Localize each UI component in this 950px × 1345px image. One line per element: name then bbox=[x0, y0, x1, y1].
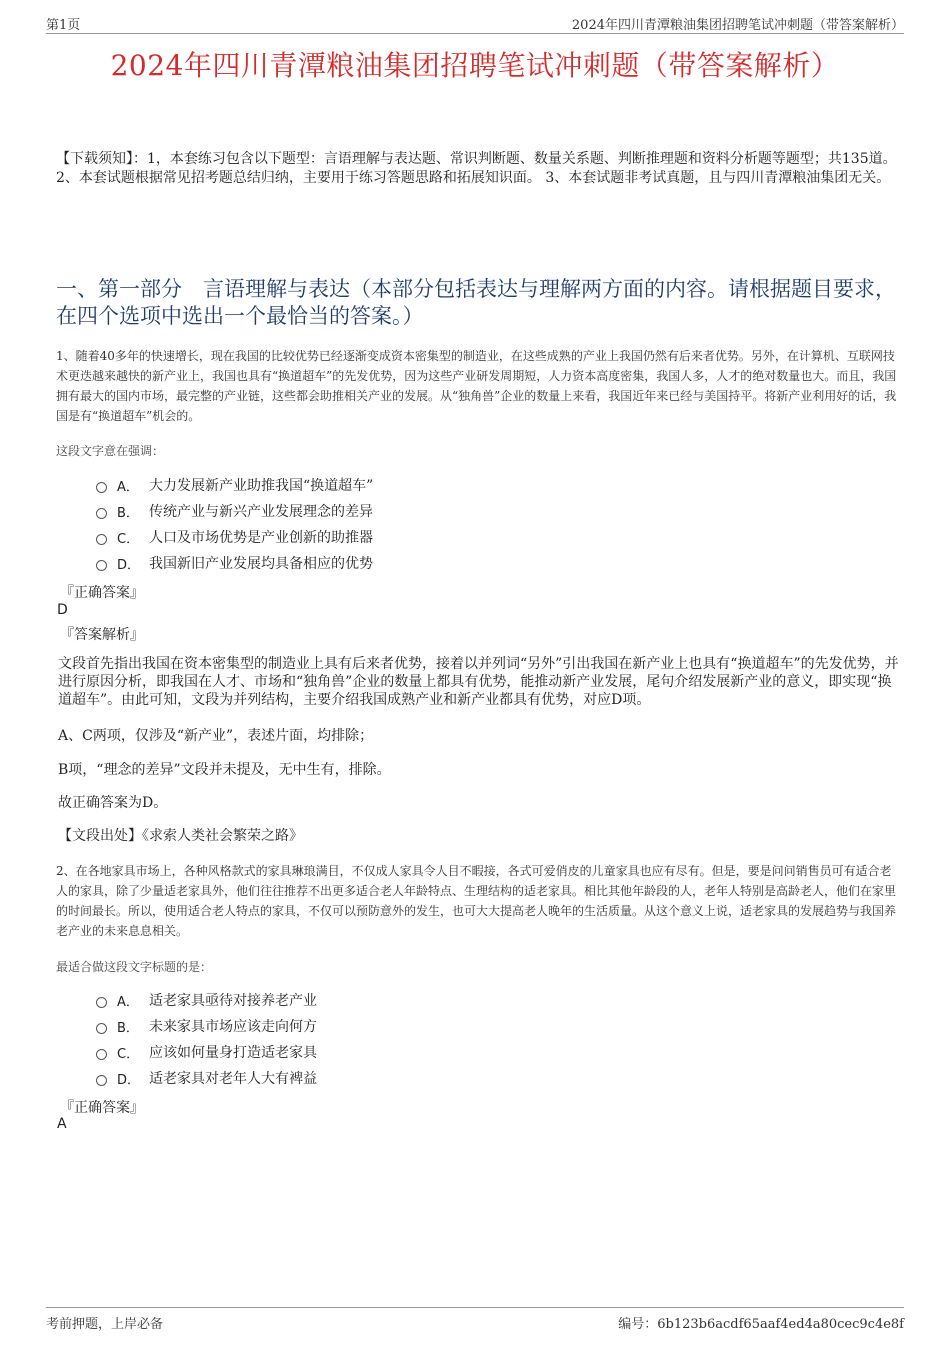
footer-divider bbox=[46, 1307, 904, 1308]
option-text: 适老家具对老年人大有裨益 bbox=[149, 1071, 317, 1087]
question-1-answer-label: 『正确答案』 bbox=[60, 585, 144, 601]
question-2-option-a[interactable] bbox=[96, 989, 317, 1011]
option-letter: B． bbox=[117, 505, 139, 521]
option-text: 大力发展新产业助推我国“换道超车” bbox=[149, 478, 374, 494]
question-2-option-c[interactable] bbox=[96, 1041, 317, 1063]
question-1-analysis-para-2: A、C两项，仅涉及“新产业”，表述片面，均排除； bbox=[58, 728, 374, 744]
question-2-answer-label: 『正确答案』 bbox=[60, 1100, 144, 1116]
question-1-prompt: 这段文字意在强调： bbox=[56, 444, 165, 458]
option-letter: C． bbox=[117, 531, 140, 547]
document-title: 2024年四川青潭粮油集团招聘笔试冲刺题（带答案解析） bbox=[110, 49, 840, 82]
option-text: 未来家具市场应该走向何方 bbox=[149, 1019, 317, 1035]
option-text: 传统产业与新兴产业发展理念的差异 bbox=[149, 504, 373, 520]
question-1-analysis-para-3: B项，“理念的差异”文段并未提及，无中生有，排除。 bbox=[58, 762, 391, 778]
option-letter: D． bbox=[117, 1072, 141, 1088]
question-1-option-b[interactable] bbox=[96, 500, 373, 522]
header-divider bbox=[46, 33, 904, 34]
question-1-option-c[interactable] bbox=[96, 526, 373, 548]
option-letter: D． bbox=[117, 557, 141, 573]
download-notice: 【下载须知】：1，本套练习包含以下题型：言语理解与表达题、常识判断题、数量关系题、判断推理题和资料分析题等题型；共135道。 2、本套试题根据常见招考题总结归纳，主要用于练习答题思路和拓展知识面。 3、本套试题非考试真题，且与四川青潭粮油集团无关。 bbox=[56, 151, 897, 186]
question-2-answer: A bbox=[57, 1116, 67, 1132]
question-2-option-d[interactable] bbox=[96, 1067, 317, 1089]
radio-icon[interactable] bbox=[96, 508, 107, 519]
option-text: 人口及市场优势是产业创新的助推器 bbox=[149, 530, 373, 546]
radio-icon[interactable] bbox=[96, 997, 107, 1008]
radio-icon[interactable] bbox=[96, 482, 107, 493]
question-1-analysis-label: 『答案解析』 bbox=[60, 627, 144, 643]
option-letter: C． bbox=[117, 1046, 140, 1062]
footer-serial: 编号：6b123b6acdf65aaf4ed4a80cec9c4e8f bbox=[618, 1317, 904, 1332]
radio-icon[interactable] bbox=[96, 534, 107, 545]
radio-icon[interactable] bbox=[96, 1049, 107, 1060]
question-1-option-a[interactable] bbox=[96, 474, 373, 496]
option-letter: A． bbox=[117, 994, 139, 1010]
question-1-source: 【文段出处】《求索人类社会繁荣之路》 bbox=[58, 828, 303, 844]
radio-icon[interactable] bbox=[96, 1075, 107, 1086]
question-1-text: 1、随着40多年的快速增长，现在我国的比较优势已经逐渐变成资本密集型的制造业，在这些成熟的产业上我国仍然有后来者优势。另外，在计算机、互联网技术更迭越来越快的新产业上，我国也具有“换道超车”的先发优势，因为这些产业研发周期短，人力资本高度密集，我国人多，人才的绝对数量也大。而且，我国拥有最大的国内市场，最完整的产业链，这些都会助推相关产业的发展。从“独角兽”企业的数量上来看，我国近年来已经与美国持平。将新产业利用好的话，我国是有“换道超车”机会的。 bbox=[56, 349, 897, 423]
question-1-option-d[interactable] bbox=[96, 552, 373, 574]
radio-icon[interactable] bbox=[96, 1023, 107, 1034]
option-text: 应该如何量身打造适老家具 bbox=[149, 1045, 317, 1061]
option-letter: A． bbox=[117, 479, 139, 495]
page-number: 第1页 bbox=[46, 18, 81, 33]
question-2-prompt: 最适合做这段文字标题的是： bbox=[56, 960, 213, 974]
question-1-analysis-para-4: 故正确答案为D。 bbox=[58, 795, 168, 811]
footer-slogan: 考前押题，上岸必备 bbox=[46, 1317, 164, 1332]
option-letter: B． bbox=[117, 1020, 139, 1036]
option-text: 适老家具亟待对接养老产业 bbox=[149, 993, 317, 1009]
option-text: 我国新旧产业发展均具备相应的优势 bbox=[149, 556, 373, 572]
radio-icon[interactable] bbox=[96, 560, 107, 571]
question-2-option-b[interactable] bbox=[96, 1015, 317, 1037]
header-doc-title: 2024年四川青潭粮油集团招聘笔试冲刺题（带答案解析） bbox=[571, 18, 904, 33]
question-1-analysis-para-1: 文段首先指出我国在资本密集型的制造业上具有后来者优势，接着以并列词“另外”引出我国在新产业上也具有“换道超车”的先发优势，并进行原因分析，即我国在人才、市场和“独角兽”企业的数量上都具有优势，能推动新产业发展，尾句介绍发展新产业的意义，即实现“换道超车”。由此可知，文段为并列结构，主要介绍我国成熟产业和新产业都具有优势，对应D项。 bbox=[58, 656, 899, 708]
question-2-text: 2、在各地家具市场上，各种风格款式的家具琳琅满目，不仅成人家具令人目不暇接，各式可爱俏皮的儿童家具也应有尽有。但是，要是问问销售员可有适合老人的家具，除了少量适老家具外，他们往往推荐不出更多适合老人年龄特点、生理结构的适老家具。相比其他年龄段的人，老年人特别是高龄老人，他们在家里的时间最长。所以，使用适合老人特点的家具，不仅可以预防意外的发生，也可大大提高老人晚年的生活质量。从这个意义上说，适老家具的发展趋势与我国养老产业的未来息息相关。 bbox=[56, 864, 897, 938]
section-heading: 一、第一部分 言语理解与表达（本部分包括表达与理解两方面的内容。请根据题目要求，在四个选项中选出一个最恰当的答案。） bbox=[56, 277, 896, 328]
question-1-answer: D bbox=[57, 602, 68, 618]
